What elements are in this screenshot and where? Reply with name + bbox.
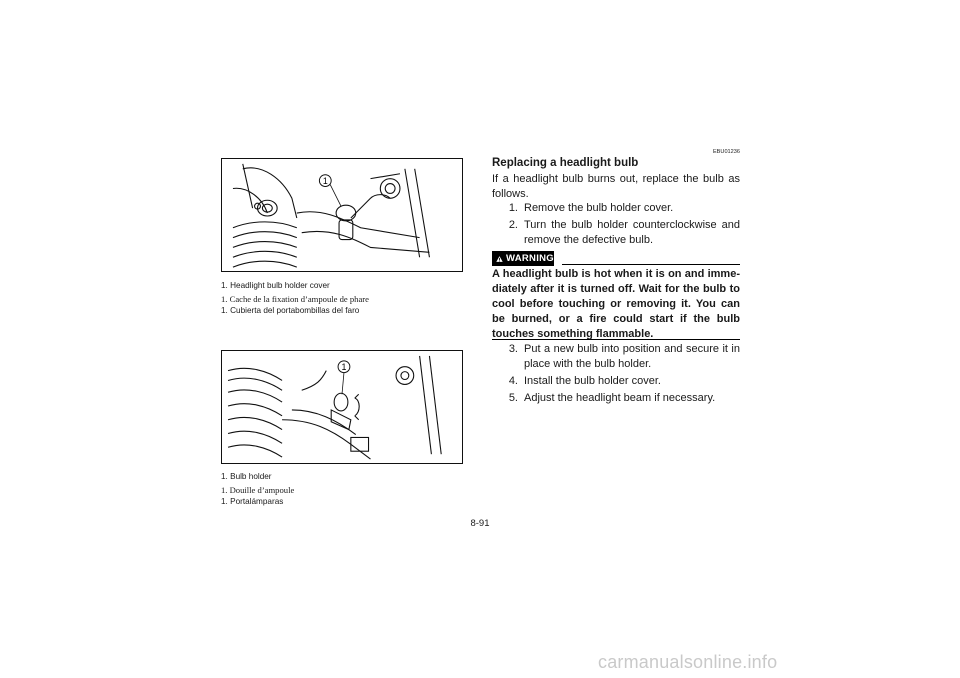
caption-french: 1. Douille d’ampoule xyxy=(221,484,295,495)
caption-english: 1. Headlight bulb holder cover xyxy=(221,281,330,290)
warning-triangle-icon xyxy=(496,254,503,264)
warning-top-rule xyxy=(562,264,740,265)
list-item xyxy=(492,218,740,248)
caption-english: 1. Bulb holder xyxy=(221,472,272,481)
list-item xyxy=(492,201,740,216)
step-number: 2. xyxy=(508,219,518,231)
step-text: Remove the bulb holder cover. xyxy=(524,202,674,214)
caption-spanish: 1. Portalámparas xyxy=(221,497,284,507)
step-text: Turn the bulb holder counterclockwise and remove the defective bulb. xyxy=(524,219,740,246)
warning-text: A headlight bulb is hot when it is on and imme- diately after it is turned off. Wait for the bulb to cool before touching or removing it. You can be burned, or a fire could start if the bulb touches something flammable. xyxy=(492,268,740,340)
illustration-headlight-cover xyxy=(222,159,462,271)
callout-number: 1 xyxy=(322,176,328,187)
steps-list-before-warning xyxy=(492,201,740,250)
page-number: 8-91 xyxy=(470,518,490,529)
warning-badge xyxy=(492,251,554,266)
list-item xyxy=(492,342,740,372)
figure-1-captions xyxy=(221,280,471,318)
step-text: Install the bulb holder cover. xyxy=(524,375,661,387)
figure-bulb-holder xyxy=(221,350,463,464)
warning-label: WARNING xyxy=(505,253,554,264)
illustration-bulb-holder xyxy=(222,351,462,463)
figure-2-captions xyxy=(221,471,471,509)
warning-bottom-rule xyxy=(492,339,740,340)
step-text: Adjust the headlight beam if necessary. xyxy=(524,392,716,404)
section-code: EBU01236 xyxy=(712,149,740,155)
step-text: Put a new bulb into position and secure it in place with the bulb holder. xyxy=(524,343,740,370)
watermark: carmanualsonline.info xyxy=(598,652,778,672)
step-number: 3. xyxy=(508,343,518,355)
list-item xyxy=(492,374,740,389)
step-number: 5. xyxy=(508,392,518,404)
step-number: 4. xyxy=(508,375,518,387)
caption-french: 1. Cache de la fixation d’ampoule de phare xyxy=(221,293,369,304)
steps-list-after-warning xyxy=(492,342,740,408)
intro-paragraph: If a headlight bulb burns out, replace the bulb as follows. xyxy=(492,173,740,200)
figure-headlight-bulb-holder-cover xyxy=(221,158,463,272)
step-number: 1. xyxy=(508,202,518,214)
warning-header xyxy=(492,251,740,267)
caption-spanish: 1. Cubierta del portabombillas del faro xyxy=(221,306,360,316)
section-heading: Replacing a headlight bulb xyxy=(492,157,639,169)
callout-number: 1 xyxy=(341,362,347,373)
list-item xyxy=(492,391,740,406)
